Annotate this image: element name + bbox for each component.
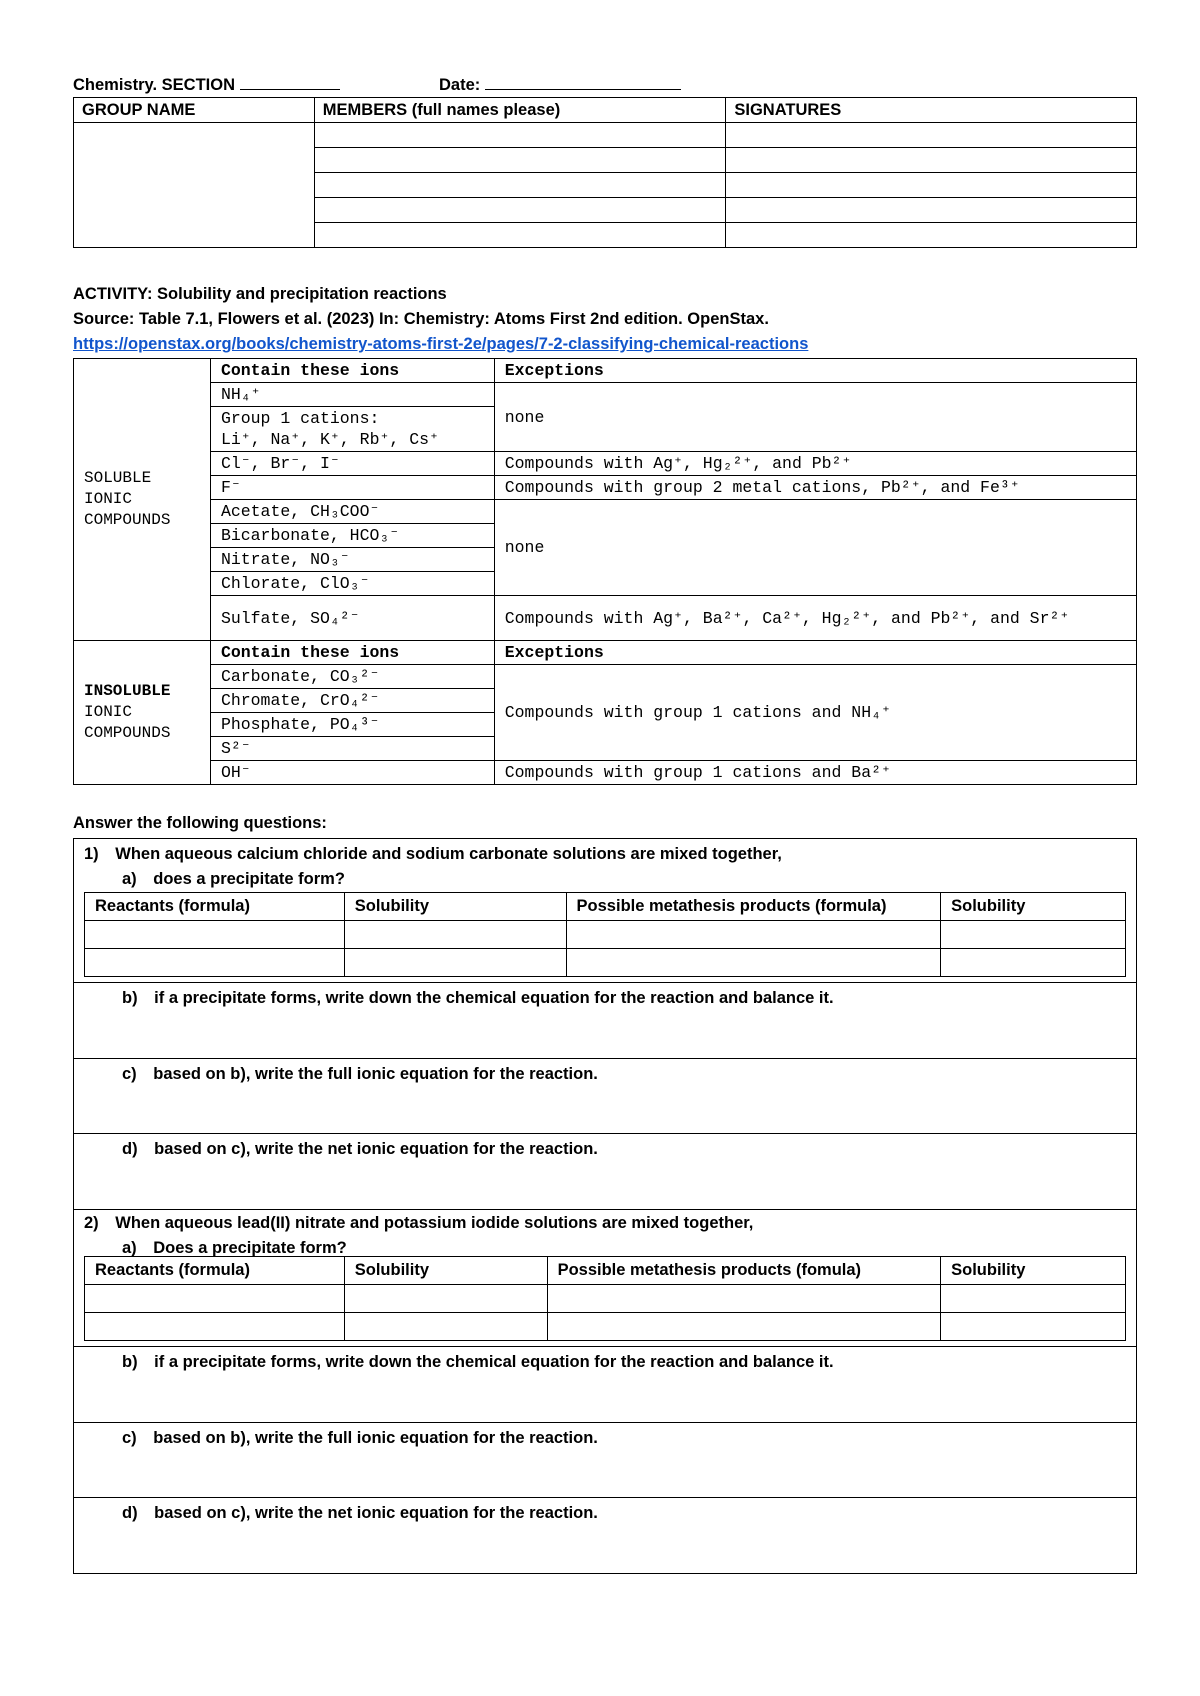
- q2-b-text: if a precipitate forms, write down the chemical equation for the reaction and balance it.: [154, 1353, 834, 1371]
- q2-table: [84, 1256, 1126, 1341]
- signature-cell[interactable]: [726, 123, 1137, 148]
- answer-cell[interactable]: [344, 1313, 547, 1341]
- ion-carbonate: Carbonate, CO₃²⁻: [210, 665, 494, 689]
- ion-acetate: Acetate, CH₃COO⁻: [210, 500, 494, 524]
- ion-phosphate: Phosphate, PO₄³⁻: [210, 713, 494, 737]
- question-1-box: [73, 838, 1137, 983]
- q2-d-label: d): [122, 1504, 138, 1522]
- q2-part-b[interactable]: [73, 1347, 1137, 1423]
- group-name-cell[interactable]: [74, 123, 315, 248]
- q1-part-d[interactable]: [73, 1134, 1137, 1210]
- ion-ammonium: NH₄⁺: [210, 383, 494, 407]
- group1-list: Li⁺, Na⁺, K⁺, Rb⁺, Cs⁺: [220, 430, 439, 449]
- q1-b-label: b): [122, 989, 138, 1007]
- q2-a-text: Does a precipitate form?: [153, 1239, 347, 1257]
- ionic-word: IONIC: [84, 490, 133, 508]
- q2-header-products: Possible metathesis products (fomula): [547, 1257, 941, 1285]
- source-link[interactable]: https://openstax.org/books/chemistry-atoms-first-2e/pages/7-2-classifying-chemical-reactions: [73, 335, 809, 353]
- q1-part-b[interactable]: [73, 983, 1137, 1059]
- group1-label: Group 1 cations:: [220, 409, 380, 428]
- activity-source: Source: Table 7.1, Flowers et al. (2023) In: Chemistry: Atoms First 2nd edition. OpenStax.: [73, 310, 769, 328]
- answer-cell[interactable]: [547, 1285, 941, 1313]
- exception-fluoride: Compounds with group 2 metal cations, Pb²⁺, and Fe³⁺: [494, 476, 1136, 500]
- ion-nitrate: Nitrate, NO₃⁻: [210, 548, 494, 572]
- answer-cell[interactable]: [85, 1313, 345, 1341]
- ion-hydroxide: OH⁻: [210, 761, 494, 785]
- group-table: [73, 97, 1137, 248]
- q1-d-text: based on c), write the net ionic equation for the reaction.: [154, 1140, 598, 1158]
- q1-c-text: based on b), write the full ionic equation for the reaction.: [153, 1065, 598, 1083]
- insoluble-label: [74, 641, 211, 785]
- ionic-word: IONIC: [84, 703, 133, 721]
- ion-fluoride: F⁻: [210, 476, 494, 500]
- exception-none: none: [494, 500, 1136, 596]
- answer-cell[interactable]: [344, 1285, 547, 1313]
- exceptions-header: Exceptions: [494, 359, 1136, 383]
- q2-text: When aqueous lead(II) nitrate and potassium iodide solutions are mixed together,: [115, 1214, 754, 1232]
- q1-a-text: does a precipitate form?: [153, 870, 345, 888]
- answer-cell[interactable]: [566, 921, 941, 949]
- q1-text: When aqueous calcium chloride and sodium carbonate solutions are mixed together,: [115, 845, 782, 863]
- q2-b-label: b): [122, 1353, 138, 1371]
- exception-group1-nh4: Compounds with group 1 cations and NH₄⁺: [494, 665, 1136, 761]
- ion-sulfide: S²⁻: [210, 737, 494, 761]
- signature-cell[interactable]: [726, 198, 1137, 223]
- q1-header-reactants: Reactants (formula): [85, 893, 345, 921]
- q2-number: 2): [84, 1214, 99, 1232]
- q2-header-solubility: Solubility: [344, 1257, 547, 1285]
- member-cell[interactable]: [314, 223, 726, 248]
- answer-cell[interactable]: [941, 949, 1126, 977]
- answer-cell[interactable]: [941, 1313, 1126, 1341]
- insoluble-word: INSOLUBLE: [84, 682, 171, 700]
- answer-cell[interactable]: [85, 921, 345, 949]
- q1-a-label: a): [122, 870, 137, 888]
- exception-none: none: [494, 383, 1136, 452]
- ion-group1: [210, 407, 494, 452]
- q1-part-c[interactable]: [73, 1059, 1137, 1134]
- member-cell[interactable]: [314, 198, 726, 223]
- answer-cell[interactable]: [85, 949, 345, 977]
- solubility-table: [73, 358, 1137, 785]
- question-2-box: [73, 1210, 1137, 1347]
- answer-cell[interactable]: [85, 1285, 345, 1313]
- signature-cell[interactable]: [726, 223, 1137, 248]
- q2-a-label: a): [122, 1239, 137, 1257]
- q1-header-solubility: Solubility: [344, 893, 566, 921]
- q1-b-text: if a precipitate forms, write down the chemical equation for the reaction and balance it.: [154, 989, 834, 1007]
- q2-part-c[interactable]: [73, 1423, 1137, 1498]
- members-header: MEMBERS (full names please): [314, 98, 726, 123]
- member-cell[interactable]: [314, 123, 726, 148]
- q2-header-solubility2: Solubility: [941, 1257, 1126, 1285]
- q1-c-label: c): [122, 1065, 137, 1083]
- ion-chlorate: Chlorate, ClO₃⁻: [210, 572, 494, 596]
- compounds-word: COMPOUNDS: [84, 724, 171, 742]
- answer-cell[interactable]: [344, 949, 566, 977]
- answer-cell[interactable]: [941, 1285, 1126, 1313]
- header-date: [439, 75, 681, 95]
- ions-header: Contain these ions: [210, 641, 494, 665]
- ion-halides: Cl⁻, Br⁻, I⁻: [210, 452, 494, 476]
- answer-cell[interactable]: [566, 949, 941, 977]
- compounds-word: COMPOUNDS: [84, 511, 171, 529]
- exception-hydroxide: Compounds with group 1 cations and Ba²⁺: [494, 761, 1136, 785]
- section-field[interactable]: [240, 75, 340, 90]
- soluble-word: SOLUBLE: [84, 469, 152, 487]
- q1-number: 1): [84, 845, 99, 863]
- exception-sulfate: Compounds with Ag⁺, Ba²⁺, Ca²⁺, Hg₂²⁺, and Pb²⁺, and Sr²⁺: [494, 596, 1136, 641]
- member-cell[interactable]: [314, 148, 726, 173]
- date-label: Date:: [439, 76, 481, 94]
- header-section: [73, 75, 340, 95]
- section-label: Chemistry. SECTION: [73, 76, 235, 94]
- exceptions-header: Exceptions: [494, 641, 1136, 665]
- ions-header: Contain these ions: [210, 359, 494, 383]
- questions-title: Answer the following questions:: [73, 814, 327, 832]
- ion-chromate: Chromate, CrO₄²⁻: [210, 689, 494, 713]
- q2-header-reactants: Reactants (formula): [85, 1257, 345, 1285]
- ion-sulfate: Sulfate, SO₄²⁻: [210, 596, 494, 641]
- q1-d-label: d): [122, 1140, 138, 1158]
- answer-cell[interactable]: [547, 1313, 941, 1341]
- q2-d-text: based on c), write the net ionic equation for the reaction.: [154, 1504, 598, 1522]
- ion-bicarbonate: Bicarbonate, HCO₃⁻: [210, 524, 494, 548]
- activity-title: ACTIVITY: Solubility and precipitation reactions: [73, 285, 447, 303]
- answer-cell[interactable]: [344, 921, 566, 949]
- signature-cell[interactable]: [726, 148, 1137, 173]
- q2-c-text: based on b), write the full ionic equation for the reaction.: [153, 1429, 598, 1447]
- group-name-header: GROUP NAME: [74, 98, 315, 123]
- soluble-label: [74, 359, 211, 641]
- q1-header-products: Possible metathesis products (formula): [566, 893, 941, 921]
- q2-c-label: c): [122, 1429, 137, 1447]
- q2-part-d[interactable]: [73, 1498, 1137, 1574]
- member-cell[interactable]: [314, 173, 726, 198]
- answer-cell[interactable]: [941, 921, 1126, 949]
- exception-halides: Compounds with Ag⁺, Hg₂²⁺, and Pb²⁺: [494, 452, 1136, 476]
- date-field[interactable]: [485, 75, 681, 90]
- q1-header-solubility2: Solubility: [941, 893, 1126, 921]
- q1-table: [84, 892, 1126, 977]
- signatures-header: SIGNATURES: [726, 98, 1137, 123]
- signature-cell[interactable]: [726, 173, 1137, 198]
